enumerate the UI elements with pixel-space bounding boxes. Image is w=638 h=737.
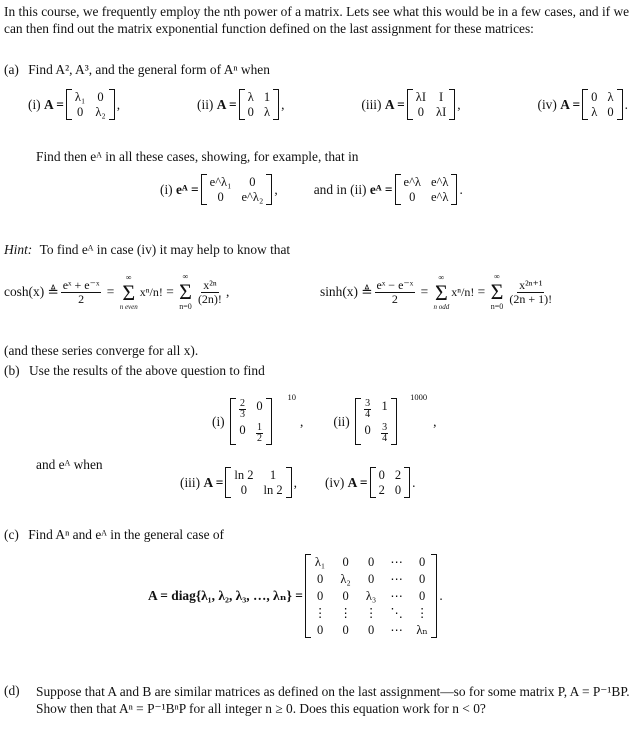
cosh-fraction <box>61 279 102 306</box>
sinh-fraction <box>375 279 416 306</box>
example-connector: and in <box>313 181 347 197</box>
case-iii-matrix: (iii) A = λI I 0 λI , <box>361 90 461 119</box>
part-c-heading <box>4 527 224 543</box>
case-label: (ii) <box>197 96 214 112</box>
matrix-entry: 0 <box>418 555 426 569</box>
case-lhs: A = <box>560 96 581 112</box>
cosh-term2-num: x²ⁿ <box>203 277 217 292</box>
power-exponent: 1000 <box>410 392 428 402</box>
matrix-entry: λ <box>247 90 254 104</box>
matrix-entry: 1 <box>269 468 277 482</box>
exp-examples-row <box>160 174 463 205</box>
sum-limit: n even <box>119 303 138 311</box>
case-i-matrix: (i) A = λ₁ 0 0 λ₂ , <box>28 90 121 119</box>
matrix-entry: 0 <box>418 589 426 603</box>
matrix-entry: ⋮ <box>364 606 378 620</box>
matrix-entry: 2 <box>378 483 385 497</box>
sum-symbol: ∞ Σ n=0 <box>490 272 504 311</box>
hint-line <box>4 242 290 258</box>
case-label: (iii) <box>180 474 201 490</box>
matrix-entry: 0 <box>367 555 375 569</box>
hint-text: To find eᴬ in case (iv) it may help to know that <box>39 242 291 257</box>
matrix-entry: 0 <box>342 623 349 637</box>
matrix-entry: 0 <box>417 105 425 119</box>
matrix-entry: 0 <box>367 623 375 637</box>
matrix-entry: e^λ <box>431 175 449 189</box>
matrix-entry: 0 <box>240 483 248 497</box>
example-ii: and in (ii) eᴬ = e^λ e^λ 0 e^λ . <box>313 175 463 204</box>
matrix-entry: e^λ₂ <box>241 190 264 204</box>
power-i: (i) 2 3 0 0 1 2 10 , <box>212 392 304 444</box>
matrix-entry: 0 <box>607 105 614 119</box>
matrix-entry: λI <box>436 105 447 119</box>
case-label: (iv) <box>324 474 345 490</box>
sinh-term2-num: x²ⁿ⁺¹ <box>519 277 543 292</box>
matrix-entry: ln 2 <box>234 468 254 482</box>
matrix-entry: 0 <box>256 399 263 413</box>
matrix-entry: λI <box>415 90 427 104</box>
part-b-powers-row <box>212 392 437 445</box>
power-ii: (ii) 3 4 1 0 3 4 1000 , <box>333 392 437 444</box>
matrix-entry: 2 <box>394 468 402 482</box>
matrix-entry: λ <box>607 90 614 104</box>
matrix-entry: ⋯ <box>390 589 403 603</box>
exp-case-iv: (iv) A = 0 2 2 0 . <box>324 468 416 497</box>
sinh-term2-den: (2n + 1)! <box>509 291 553 306</box>
part-d-text: Suppose that A and B are similar matrices as defined on the last assignment—so for some matrix P, A = P⁻¹BP. Show then that Aⁿ = P⁻¹BⁿP for all integer n ≥ 0. Does this equation work for n < 0? <box>36 684 630 717</box>
matrix-entry: λ <box>264 105 271 119</box>
matrix-entry: 3 4 <box>365 398 371 420</box>
matrix-entry: ⋮ <box>339 606 352 620</box>
matrix-entry: λ <box>591 105 598 119</box>
matrix-entry: 0 <box>247 105 254 119</box>
part-b-text: Use the results of the above question to find <box>28 363 265 378</box>
matrix-entry: 0 <box>77 105 84 119</box>
matrix-entry: 0 <box>316 589 324 603</box>
intro-paragraph: In this course, we frequently employ the nth power of a matrix. Lets see what this would be in a few cases, and if we can then find out the matrix exponential function defined on the last assignment for these matrices: <box>4 4 630 37</box>
matrix-entry: 0 <box>394 483 402 497</box>
matrix-entry: ⋮ <box>313 606 327 620</box>
matrix-entry: 0 <box>364 423 371 437</box>
cosh-denominator: 2 <box>78 291 85 306</box>
matrix-entry: e^λ <box>403 175 421 189</box>
matrix-entry: 0 <box>591 90 598 104</box>
matrix-entry: λ₂ <box>95 105 106 119</box>
case-lhs: A = <box>203 474 224 490</box>
cosh-term1: xⁿ/n! <box>139 284 163 299</box>
sum-limit: n odd <box>433 303 450 311</box>
case-lhs: A = <box>384 96 405 112</box>
matrix-entry: ⋮ <box>415 606 429 620</box>
sinh-numerator: eˣ − e⁻ˣ <box>376 277 414 292</box>
matrix-entry: 0 <box>418 572 426 586</box>
matrix-entry: 0 <box>316 623 324 637</box>
part-a-heading <box>4 62 270 78</box>
matrix-entry: 1 <box>381 399 388 413</box>
matrix-entry: 0 <box>239 423 246 437</box>
case-lhs: A = <box>347 474 368 490</box>
example-label: (i) <box>160 181 173 197</box>
matrix-entry: 3 4 <box>382 422 388 444</box>
matrix-entry: 0 <box>316 572 324 586</box>
matrix-entry: ⋯ <box>390 623 403 637</box>
example-label: (ii) <box>350 181 367 197</box>
cosh-formula: cosh(x) ≜ $\frac{\text{eˣ + e⁻ˣ}}{2}$ = ∞ Σ n even xⁿ/n! = ∞ Σ n=0 $\frac{\text{x²ⁿ}}{(2n)!}$ , <box>4 272 230 311</box>
and-when-text: and eᴬ when <box>36 457 103 472</box>
matrix-entry: 0 <box>342 589 349 603</box>
cosh-lhs: cosh(x) ≜ <box>4 284 59 299</box>
cosh-numerator: eˣ + e⁻ˣ <box>62 277 100 292</box>
matrix-entry: 0 <box>342 555 349 569</box>
part-a-label: (a) <box>4 62 19 77</box>
matrix-entry: 2 3 <box>240 398 245 420</box>
sum-symbol: ∞ Σ n even <box>119 273 138 311</box>
sinh-term2 <box>507 279 554 306</box>
case-lhs: A = <box>44 96 64 112</box>
part-b-label: (b) <box>4 363 20 378</box>
matrix-entry: λ₂ <box>340 572 351 586</box>
matrix-entry: 0 <box>409 190 416 204</box>
diag-matrix-equation: A = diag{λ₁, λ₂, λ₃, …, λₙ} = λ₁ 0 0 ⋯ 0 0 λ₂ 0 ⋯ 0 0 0 λ₃ ⋯ 0 ⋮ ⋮ ⋮ ⋱ ⋮ 0 0 0 ⋯ λₙ . <box>148 555 443 637</box>
case-label: (i) <box>28 96 41 112</box>
matrix-entry: ⋯ <box>390 572 403 586</box>
example-lhs: eᴬ = <box>369 181 393 197</box>
case-label: (iv) <box>537 96 557 112</box>
power-exponent: 10 <box>287 392 296 402</box>
sinh-formula: sinh(x) ≜ $\frac{\text{eˣ − e⁻ˣ}}{2}$ = ∞ Σ n odd xⁿ/n! = ∞ Σ n=0 $\frac{\text{x²ⁿ⁺¹}}{(2n + 1)!}$ <box>320 272 553 311</box>
part-c-label: (c) <box>4 527 19 542</box>
part-b-exp-row <box>180 467 415 498</box>
power-label: (ii) <box>333 413 350 429</box>
case-iv-matrix: (iv) A = 0 λ λ 0 . <box>537 90 628 119</box>
matrix-entry: e^λ₁ <box>209 175 232 189</box>
case-ii-matrix: (ii) A = λ 1 0 λ , <box>197 90 285 119</box>
sum-symbol: ∞ Σ n=0 <box>179 272 192 311</box>
find-exp-text: Find then eᴬ in all these cases, showing, for example, that in <box>36 149 359 164</box>
matrix-entry: ln 2 <box>263 483 283 497</box>
matrix-entry: λ₁ <box>314 555 326 569</box>
matrix-entry: 1 <box>263 90 271 104</box>
sum-symbol: ∞ Σ n odd <box>433 273 450 311</box>
matrix-entry: ⋯ <box>390 555 403 569</box>
diag-lhs: A = diag{λ₁, λ₂, λ₃, …, λₙ} = <box>148 588 303 603</box>
matrix-entry: 0 <box>249 175 256 189</box>
matrix-entry: e^λ <box>431 190 449 204</box>
hint-after: (and these series converge for all x). <box>4 343 199 358</box>
power-label: (i) <box>212 413 225 429</box>
sinh-denominator: 2 <box>391 291 398 306</box>
hint-label: Hint: <box>4 242 33 257</box>
matrix-entry: I <box>439 90 444 104</box>
cosh-term2-den: (2n)! <box>197 291 222 306</box>
matrix-entry: 0 <box>367 572 375 586</box>
part-a-cases-row <box>28 89 628 120</box>
sinh-term1: xⁿ/n! <box>451 284 475 299</box>
part-d-label: (d) <box>4 683 20 698</box>
case-lhs: A = <box>216 96 237 112</box>
exp-case-iii: (iii) A = ln 2 1 0 ln 2 , <box>180 468 297 497</box>
matrix-entry: 0 <box>217 190 224 204</box>
matrix-entry: 0 <box>97 90 104 104</box>
part-c-text: Find Aⁿ and eᴬ in the general case of <box>28 527 225 542</box>
example-lhs: eᴬ = <box>176 181 199 197</box>
matrix-entry: λₙ <box>416 623 428 637</box>
case-label: (iii) <box>361 96 382 112</box>
cosh-term2 <box>196 279 224 306</box>
matrix-entry: λ₃ <box>365 589 377 603</box>
matrix-entry: 0 <box>378 468 385 482</box>
example-i: (i) eᴬ = e^λ₁ 0 0 e^λ₂ , <box>160 175 278 204</box>
matrix-entry: λ₁ <box>74 90 86 104</box>
sinh-lhs: sinh(x) ≜ <box>320 284 373 299</box>
matrix-entry: 1 2 <box>257 422 262 444</box>
part-b-heading <box>4 363 265 379</box>
part-a-text: Find A², A³, and the general form of Aⁿ when <box>28 62 270 77</box>
matrix-entry: ⋱ <box>390 606 403 620</box>
